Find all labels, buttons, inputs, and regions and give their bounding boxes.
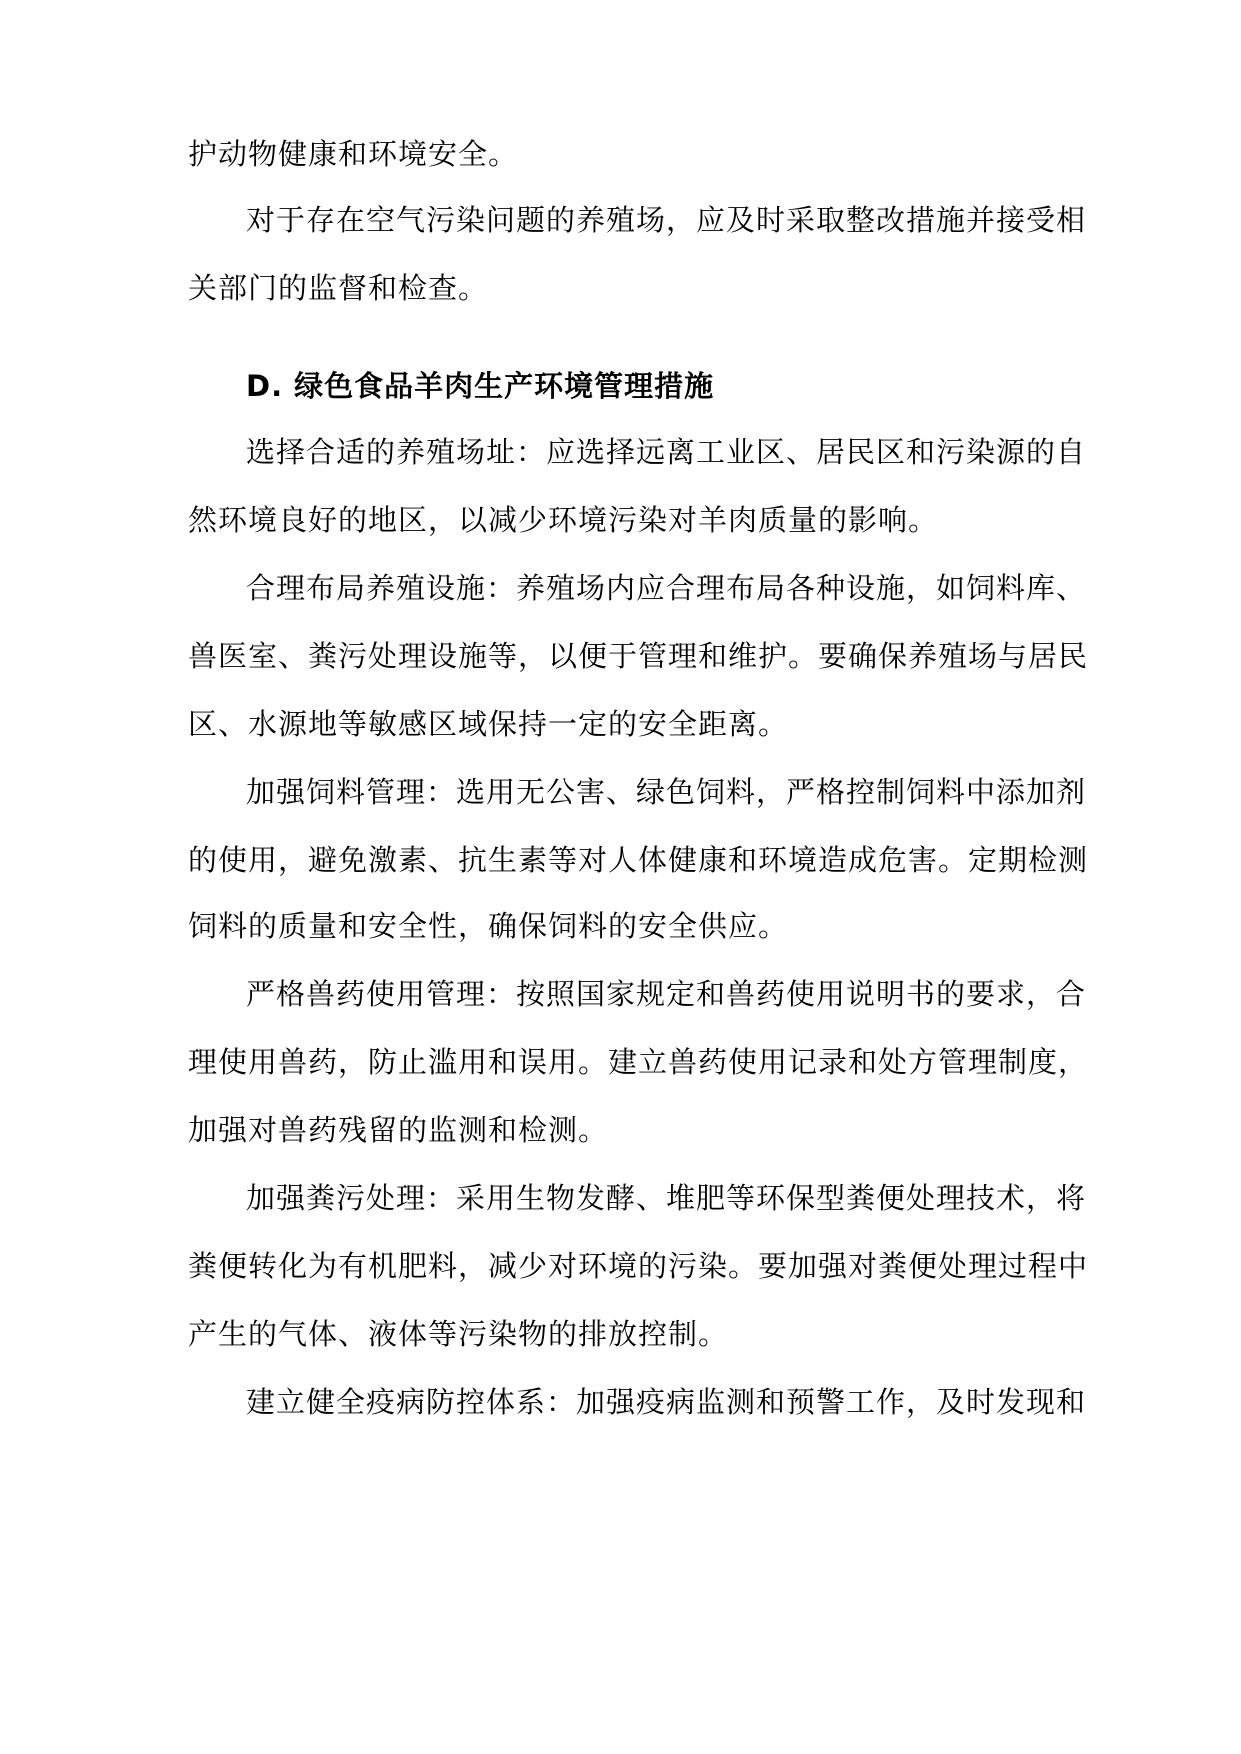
paragraph-line: 粪便转化为有机肥料，减少对环境的污染。要加强对粪便处理过程中 (188, 1249, 1089, 1283)
paragraph-line: 产生的气体、液体等污染物的排放控制。 (188, 1317, 729, 1351)
paragraph-line: 严格兽药使用管理：按照国家规定和兽药使用说明书的要求，合 (246, 977, 1087, 1011)
paragraph-line: 理使用兽药，防止滥用和误用。建立兽药使用记录和处方管理制度， (188, 1045, 1089, 1079)
paragraph-line: 加强饲料管理：选用无公害、绿色饲料，严格控制饲料中添加剂 (246, 775, 1087, 809)
section-heading: D. 绿色食品羊肉生产环境管理措施 (246, 369, 715, 403)
paragraph-line: 区、水源地等敏感区域保持一定的安全距离。 (188, 707, 789, 741)
paragraph-line: 加强粪污处理：采用生物发酵、堆肥等环保型粪便处理技术，将 (246, 1181, 1087, 1215)
paragraph-line: 选择合适的养殖场址：应选择远离工业区、居民区和污染源的自 (246, 435, 1087, 469)
paragraph-line: 饲料的质量和安全性，确保饲料的安全供应。 (188, 909, 789, 943)
paragraph-line: 兽医室、粪污处理设施等，以便于管理和维护。要确保养殖场与居民 (188, 639, 1089, 673)
paragraph-line: 的使用，避免激素、抗生素等对人体健康和环境造成危害。定期检测 (188, 843, 1089, 877)
paragraph-line: 关部门的监督和检查。 (188, 271, 489, 305)
paragraph-line: 合理布局养殖设施：养殖场内应合理布局各种设施，如饲料库、 (246, 571, 1087, 605)
paragraph-line: 然环境良好的地区，以减少环境污染对羊肉质量的影响。 (188, 503, 939, 537)
paragraph-line: 建立健全疫病防控体系：加强疫病监测和预警工作，及时发现和 (246, 1385, 1087, 1419)
paragraph-line: 加强对兽药残留的监测和检测。 (188, 1113, 609, 1147)
paragraph-line: 对于存在空气污染问题的养殖场，应及时采取整改措施并接受相 (246, 203, 1087, 237)
paragraph-line: 护动物健康和环境安全。 (188, 137, 519, 171)
